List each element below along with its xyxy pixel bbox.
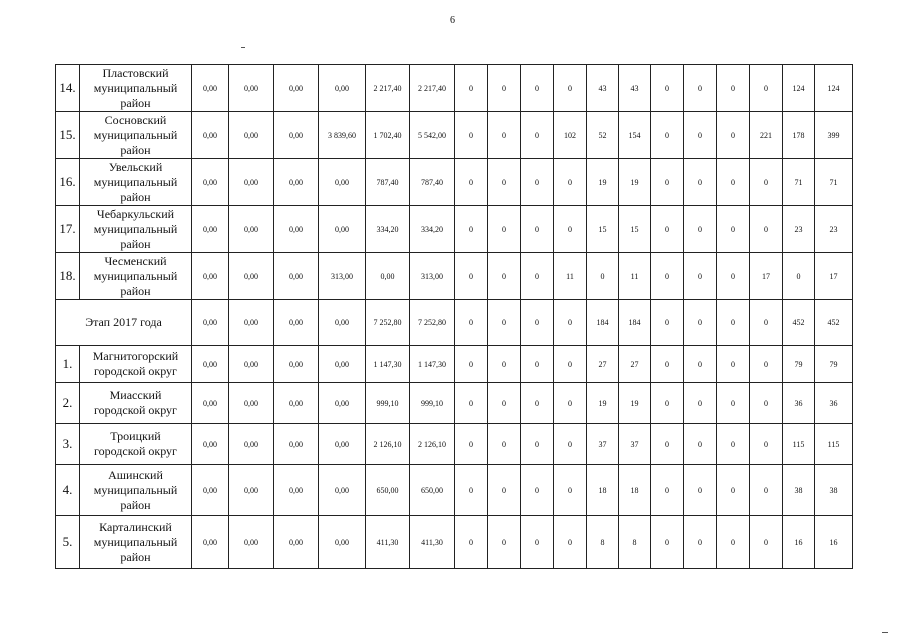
cell: 0,00 xyxy=(274,112,319,159)
cell: 452 xyxy=(783,300,815,346)
cell: 0 xyxy=(717,253,750,300)
cell: 0 xyxy=(651,159,684,206)
cell: 0,00 xyxy=(319,300,366,346)
cell: 0,00 xyxy=(192,516,229,569)
cell: 0 xyxy=(684,300,717,346)
table-row xyxy=(56,206,853,253)
cell: 221 xyxy=(750,112,783,159)
municipality-name xyxy=(80,65,192,112)
table-row-stage xyxy=(56,300,853,346)
name-line: городской округ xyxy=(94,403,177,417)
cell: 17 xyxy=(815,253,853,300)
cell: 27 xyxy=(619,346,651,383)
cell: 2 217,40 xyxy=(410,65,455,112)
cell: 0 xyxy=(455,300,488,346)
row-number: 3. xyxy=(56,424,80,465)
cell: 411,30 xyxy=(410,516,455,569)
name-line: район xyxy=(120,497,151,512)
municipality-name xyxy=(80,206,192,253)
cell: 124 xyxy=(783,65,815,112)
cell: 0 xyxy=(717,383,750,424)
cell: 23 xyxy=(783,206,815,253)
name-line: муниципальный xyxy=(93,221,178,236)
cell: 0 xyxy=(717,159,750,206)
cell: 178 xyxy=(783,112,815,159)
municipality-name xyxy=(80,424,192,465)
cell: 0 xyxy=(455,253,488,300)
row-number: 17. xyxy=(56,206,80,253)
cell: 0 xyxy=(783,253,815,300)
cell: 0,00 xyxy=(366,253,410,300)
cell: 0 xyxy=(684,206,717,253)
name-line: муниципальный xyxy=(93,482,178,497)
name-line: муниципальный xyxy=(93,268,178,283)
name-line: Миасский xyxy=(109,388,162,402)
cell: 0 xyxy=(554,516,587,569)
cell: 1 147,30 xyxy=(366,346,410,383)
cell: 999,10 xyxy=(366,383,410,424)
cell: 0 xyxy=(521,206,554,253)
cell: 0,00 xyxy=(192,206,229,253)
cell: 0 xyxy=(651,516,684,569)
table-row xyxy=(56,253,853,300)
cell: 0 xyxy=(651,65,684,112)
cell: 0 xyxy=(750,65,783,112)
cell: 0 xyxy=(455,346,488,383)
cell: 0 xyxy=(651,253,684,300)
cell: 0 xyxy=(554,159,587,206)
cell: 0 xyxy=(521,112,554,159)
cell: 0 xyxy=(554,206,587,253)
cell: 0 xyxy=(684,383,717,424)
name-line: городской округ xyxy=(94,364,177,378)
scan-mark xyxy=(241,47,245,48)
cell: 0 xyxy=(554,300,587,346)
scan-mark xyxy=(882,632,888,633)
cell: 1 702,40 xyxy=(366,112,410,159)
cell: 0 xyxy=(750,300,783,346)
cell: 0 xyxy=(750,346,783,383)
cell: 0,00 xyxy=(319,346,366,383)
cell: 0,00 xyxy=(192,112,229,159)
cell: 0,00 xyxy=(229,465,274,516)
municipality-name xyxy=(80,112,192,159)
cell: 999,10 xyxy=(410,383,455,424)
cell: 2 126,10 xyxy=(410,424,455,465)
cell: 37 xyxy=(587,424,619,465)
cell: 0 xyxy=(455,112,488,159)
cell: 0 xyxy=(455,424,488,465)
stage-label: Этап 2017 года xyxy=(56,300,192,346)
name-line: Карталинский xyxy=(99,519,172,534)
cell: 0,00 xyxy=(319,465,366,516)
row-number: 2. xyxy=(56,383,80,424)
cell: 0,00 xyxy=(274,516,319,569)
municipality-name xyxy=(80,383,192,424)
cell: 71 xyxy=(815,159,853,206)
cell: 0 xyxy=(684,465,717,516)
cell: 0 xyxy=(750,206,783,253)
row-number: 4. xyxy=(56,465,80,516)
table-row xyxy=(56,346,853,383)
cell: 411,30 xyxy=(366,516,410,569)
cell: 0,00 xyxy=(274,383,319,424)
cell: 0 xyxy=(651,300,684,346)
cell: 0 xyxy=(488,300,521,346)
cell: 0,00 xyxy=(319,383,366,424)
cell: 0 xyxy=(521,300,554,346)
cell: 399 xyxy=(815,112,853,159)
name-line: Чебаркульский xyxy=(96,206,175,221)
cell: 0 xyxy=(750,159,783,206)
cell: 0,00 xyxy=(274,206,319,253)
cell: 0 xyxy=(717,300,750,346)
cell: 0 xyxy=(684,516,717,569)
cell: 36 xyxy=(815,383,853,424)
cell: 0,00 xyxy=(274,65,319,112)
name-line: муниципальный xyxy=(93,174,178,189)
page-number: 6 xyxy=(450,15,455,26)
cell: 0 xyxy=(554,346,587,383)
cell: 0 xyxy=(488,465,521,516)
cell: 0,00 xyxy=(319,424,366,465)
cell: 23 xyxy=(815,206,853,253)
cell: 0 xyxy=(455,465,488,516)
cell: 11 xyxy=(619,253,651,300)
cell: 19 xyxy=(587,159,619,206)
table-row xyxy=(56,112,853,159)
cell: 0 xyxy=(488,159,521,206)
cell: 0,00 xyxy=(274,159,319,206)
cell: 17 xyxy=(750,253,783,300)
cell: 15 xyxy=(619,206,651,253)
cell: 0 xyxy=(455,65,488,112)
name-line: район xyxy=(120,189,151,204)
cell: 0 xyxy=(488,346,521,383)
cell: 0 xyxy=(521,159,554,206)
cell: 124 xyxy=(815,65,853,112)
cell: 0 xyxy=(488,65,521,112)
name-line: Пластовский xyxy=(102,65,169,80)
cell: 184 xyxy=(619,300,651,346)
cell: 313,00 xyxy=(319,253,366,300)
cell: 0 xyxy=(455,516,488,569)
cell: 0 xyxy=(455,159,488,206)
cell: 0,00 xyxy=(319,65,366,112)
cell: 0,00 xyxy=(192,300,229,346)
name-line: муниципальный xyxy=(93,534,178,549)
name-line: Увельский xyxy=(108,159,163,174)
cell: 0 xyxy=(717,516,750,569)
row-number: 1. xyxy=(56,346,80,383)
cell: 0,00 xyxy=(229,300,274,346)
cell: 0 xyxy=(651,346,684,383)
cell: 37 xyxy=(619,424,651,465)
cell: 115 xyxy=(783,424,815,465)
cell: 334,20 xyxy=(410,206,455,253)
cell: 0,00 xyxy=(319,516,366,569)
name-line: Ашинский xyxy=(108,467,163,482)
cell: 0 xyxy=(651,424,684,465)
cell: 0 xyxy=(717,346,750,383)
name-line: муниципальный xyxy=(93,127,178,142)
cell: 0 xyxy=(521,346,554,383)
cell: 0,00 xyxy=(192,383,229,424)
cell: 16 xyxy=(815,516,853,569)
cell: 0 xyxy=(554,65,587,112)
table-row xyxy=(56,65,853,112)
cell: 0 xyxy=(521,424,554,465)
municipality-name xyxy=(80,253,192,300)
cell: 8 xyxy=(587,516,619,569)
cell: 787,40 xyxy=(366,159,410,206)
cell: 0 xyxy=(651,383,684,424)
cell: 36 xyxy=(783,383,815,424)
cell: 0,00 xyxy=(229,383,274,424)
row-number: 14. xyxy=(56,65,80,112)
cell: 18 xyxy=(619,465,651,516)
cell: 0 xyxy=(684,65,717,112)
cell: 184 xyxy=(587,300,619,346)
cell: 0 xyxy=(521,465,554,516)
cell: 5 542,00 xyxy=(410,112,455,159)
cell: 452 xyxy=(815,300,853,346)
cell: 0,00 xyxy=(229,346,274,383)
cell: 0 xyxy=(554,465,587,516)
name-line: район xyxy=(120,142,151,157)
cell: 15 xyxy=(587,206,619,253)
name-line: район xyxy=(120,549,151,564)
cell: 0,00 xyxy=(229,112,274,159)
row-number: 5. xyxy=(56,516,80,569)
cell: 71 xyxy=(783,159,815,206)
cell: 79 xyxy=(783,346,815,383)
cell: 2 126,10 xyxy=(366,424,410,465)
data-table-container xyxy=(55,64,852,569)
cell: 0 xyxy=(521,253,554,300)
cell: 52 xyxy=(587,112,619,159)
cell: 0 xyxy=(717,206,750,253)
cell: 7 252,80 xyxy=(366,300,410,346)
cell: 0 xyxy=(717,465,750,516)
name-line: район xyxy=(120,236,151,251)
row-number: 16. xyxy=(56,159,80,206)
municipality-name xyxy=(80,346,192,383)
cell: 19 xyxy=(587,383,619,424)
cell: 0 xyxy=(750,424,783,465)
cell: 0 xyxy=(651,465,684,516)
cell: 0 xyxy=(488,516,521,569)
table-row xyxy=(56,465,853,516)
cell: 0 xyxy=(717,424,750,465)
row-number: 18. xyxy=(56,253,80,300)
cell: 650,00 xyxy=(410,465,455,516)
name-line: Магнитогорский xyxy=(92,349,179,363)
cell: 102 xyxy=(554,112,587,159)
cell: 0 xyxy=(750,465,783,516)
cell: 43 xyxy=(587,65,619,112)
table-row xyxy=(56,383,853,424)
cell: 38 xyxy=(783,465,815,516)
cell: 11 xyxy=(554,253,587,300)
cell: 0 xyxy=(488,112,521,159)
cell: 0 xyxy=(521,383,554,424)
cell: 0,00 xyxy=(229,206,274,253)
municipality-name xyxy=(80,159,192,206)
cell: 19 xyxy=(619,383,651,424)
cell: 16 xyxy=(783,516,815,569)
cell: 7 252,80 xyxy=(410,300,455,346)
cell: 0,00 xyxy=(274,253,319,300)
cell: 0 xyxy=(521,516,554,569)
cell: 0,00 xyxy=(192,65,229,112)
cell: 38 xyxy=(815,465,853,516)
cell: 0,00 xyxy=(274,465,319,516)
cell: 0,00 xyxy=(274,346,319,383)
data-table xyxy=(55,64,853,569)
table-row xyxy=(56,424,853,465)
cell: 0 xyxy=(750,383,783,424)
cell: 0 xyxy=(750,516,783,569)
cell: 0 xyxy=(554,424,587,465)
cell: 0,00 xyxy=(274,424,319,465)
cell: 1 147,30 xyxy=(410,346,455,383)
cell: 0 xyxy=(684,346,717,383)
row-number: 15. xyxy=(56,112,80,159)
cell: 115 xyxy=(815,424,853,465)
cell: 0 xyxy=(554,383,587,424)
cell: 0,00 xyxy=(319,206,366,253)
cell: 27 xyxy=(587,346,619,383)
municipality-name xyxy=(80,465,192,516)
table-row xyxy=(56,159,853,206)
cell: 0 xyxy=(684,424,717,465)
cell: 334,20 xyxy=(366,206,410,253)
cell: 0 xyxy=(587,253,619,300)
name-line: Сосновский xyxy=(104,112,167,127)
name-line: городской округ xyxy=(94,444,177,458)
cell: 0 xyxy=(488,206,521,253)
cell: 0 xyxy=(684,159,717,206)
name-line: район xyxy=(120,95,151,110)
cell: 0,00 xyxy=(229,159,274,206)
cell: 0,00 xyxy=(229,424,274,465)
cell: 0 xyxy=(455,383,488,424)
municipality-name xyxy=(80,516,192,569)
cell: 0,00 xyxy=(192,253,229,300)
cell: 0,00 xyxy=(319,159,366,206)
cell: 0 xyxy=(651,112,684,159)
cell: 0 xyxy=(651,206,684,253)
cell: 0 xyxy=(488,253,521,300)
cell: 3 839,60 xyxy=(319,112,366,159)
cell: 0 xyxy=(455,206,488,253)
cell: 154 xyxy=(619,112,651,159)
cell: 19 xyxy=(619,159,651,206)
cell: 79 xyxy=(815,346,853,383)
cell: 787,40 xyxy=(410,159,455,206)
cell: 0 xyxy=(684,253,717,300)
cell: 18 xyxy=(587,465,619,516)
name-line: Троицкий xyxy=(110,429,161,443)
cell: 0,00 xyxy=(192,346,229,383)
cell: 0 xyxy=(488,383,521,424)
cell: 0,00 xyxy=(192,424,229,465)
cell: 8 xyxy=(619,516,651,569)
cell: 0 xyxy=(684,112,717,159)
cell: 0,00 xyxy=(229,65,274,112)
cell: 0,00 xyxy=(229,516,274,569)
cell: 43 xyxy=(619,65,651,112)
cell: 0 xyxy=(717,65,750,112)
name-line: муниципальный xyxy=(93,80,178,95)
cell: 0,00 xyxy=(229,253,274,300)
cell: 0 xyxy=(488,424,521,465)
name-line: Чесменский xyxy=(104,253,167,268)
table-row xyxy=(56,516,853,569)
cell: 313,00 xyxy=(410,253,455,300)
cell: 0,00 xyxy=(192,465,229,516)
cell: 0,00 xyxy=(274,300,319,346)
cell: 0 xyxy=(521,65,554,112)
name-line: район xyxy=(120,283,151,298)
cell: 2 217,40 xyxy=(366,65,410,112)
cell: 0,00 xyxy=(192,159,229,206)
cell: 650,00 xyxy=(366,465,410,516)
cell: 0 xyxy=(717,112,750,159)
